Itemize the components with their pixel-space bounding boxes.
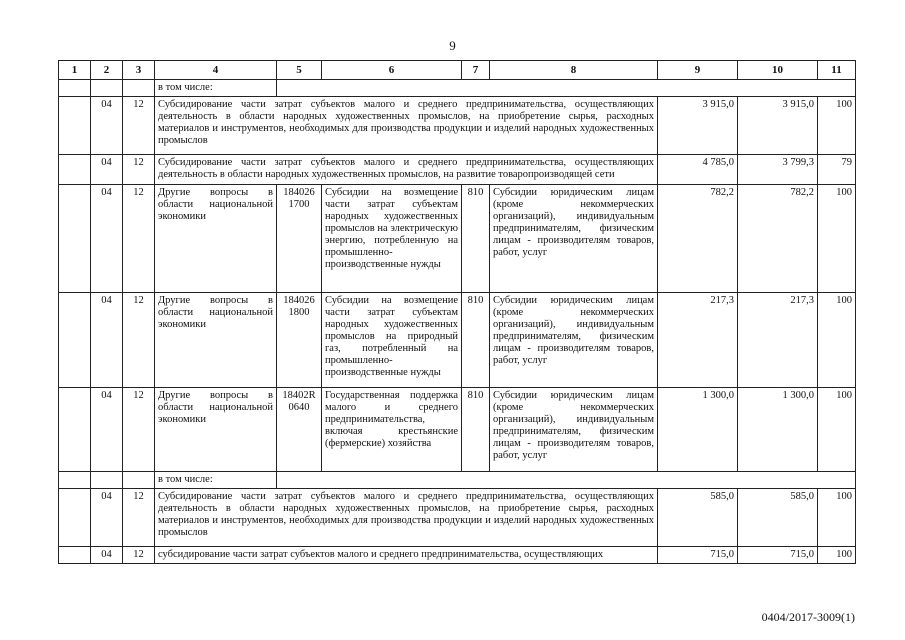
cell-c2: 04 xyxy=(91,489,123,547)
cell-c10: 3 799,3 xyxy=(738,155,818,185)
cell-c6: Государственная поддержка малого и среднего предпринимательства, включая крестьянские (фермерские) хозяйства xyxy=(322,388,462,472)
col-header: 11 xyxy=(818,61,856,80)
col-header: 10 xyxy=(738,61,818,80)
cell-c8: Субсидии юридическим лицам (кроме некоммерческих организаций), индивидуальным предпринимателям, физическим лицам - производителям товаров, работ, услуг xyxy=(490,185,658,293)
cell-c3: 12 xyxy=(123,293,155,388)
table-row xyxy=(59,547,856,564)
cell-c9: 1 300,0 xyxy=(658,388,738,472)
cell-c3: 12 xyxy=(123,155,155,185)
cell-c7: 810 xyxy=(462,185,490,293)
table-row xyxy=(59,489,856,547)
cell-c3: 12 xyxy=(123,388,155,472)
cell-c3: 12 xyxy=(123,97,155,155)
cell-c11: 100 xyxy=(818,547,856,564)
cell-c10: 585,0 xyxy=(738,489,818,547)
including-label: в том числе: xyxy=(155,80,277,97)
col-header: 1 xyxy=(59,61,91,80)
col-header: 4 xyxy=(155,61,277,80)
table-row xyxy=(59,185,856,293)
col-header: 9 xyxy=(658,61,738,80)
cell-c8: Субсидии юридическим лицам (кроме некоммерческих организаций), индивидуальным предпринимателям, физическим лицам - производителям товаров, работ, услуг xyxy=(490,388,658,472)
cell-c9: 3 915,0 xyxy=(658,97,738,155)
cell-c2: 04 xyxy=(91,293,123,388)
cell-c4: Другие вопросы в области национальной экономики xyxy=(155,293,277,388)
cell-c11: 100 xyxy=(818,293,856,388)
cell-c10: 3 915,0 xyxy=(738,97,818,155)
cell-c7: 810 xyxy=(462,388,490,472)
cell-c11: 100 xyxy=(818,388,856,472)
including-label: в том числе: xyxy=(155,472,277,489)
cell-c10: 217,3 xyxy=(738,293,818,388)
col-header: 8 xyxy=(490,61,658,80)
cell-c3: 12 xyxy=(123,547,155,564)
document-code: 0404/2017-3009(1) xyxy=(761,610,855,624)
cell-c6: Субсидии на возмещение части затрат субъектам народных художественных промыслов на природный газ, потребленный на промышленно-производственные нужды xyxy=(322,293,462,388)
cell-c11: 79 xyxy=(818,155,856,185)
col-header: 2 xyxy=(91,61,123,80)
cell-c2: 04 xyxy=(91,388,123,472)
cell-description: субсидирование части затрат субъектов малого и среднего предпринимательства, осуществляющих xyxy=(155,547,658,564)
cell-c9: 585,0 xyxy=(658,489,738,547)
col-header: 3 xyxy=(123,61,155,80)
page-number: 9 xyxy=(449,38,456,53)
cell-description: Субсидирование части затрат субъектов малого и среднего предпринимательства, осуществляющих деятельность в области народных художественных промыслов, на приобретение сырья, расходных материалов и инструментов, необходимых для производства продукции и изделий народных художественных промыслов xyxy=(155,489,658,547)
including-row xyxy=(59,80,856,97)
cell-c3: 12 xyxy=(123,185,155,293)
cell-c11: 100 xyxy=(818,185,856,293)
table-row xyxy=(59,97,856,155)
col-header: 5 xyxy=(277,61,322,80)
cell-description: Субсидирование части затрат субъектов малого и среднего предпринимательства, осуществляющих деятельность в области народных художественных промыслов, на приобретение сырья, расходных материалов и инструментов, необходимых для производства продукции и изделий народных художественных промыслов xyxy=(155,97,658,155)
cell-c5: 184026 1700 xyxy=(277,185,322,293)
col-header: 6 xyxy=(322,61,462,80)
cell-c11: 100 xyxy=(818,489,856,547)
cell-c4: Другие вопросы в области национальной экономики xyxy=(155,388,277,472)
cell-c11: 100 xyxy=(818,97,856,155)
col-header: 7 xyxy=(462,61,490,80)
table-row xyxy=(59,388,856,472)
cell-c5: 184026 1800 xyxy=(277,293,322,388)
cell-c9: 217,3 xyxy=(658,293,738,388)
cell-c4: Другие вопросы в области национальной экономики xyxy=(155,185,277,293)
cell-c2: 04 xyxy=(91,547,123,564)
cell-c9: 4 785,0 xyxy=(658,155,738,185)
cell-c8: Субсидии юридическим лицам (кроме некоммерческих организаций), индивидуальным предпринимателям, физическим лицам - производителям товаров, работ, услуг xyxy=(490,293,658,388)
cell-c6: Субсидии на возмещение части затрат субъектам народных художественных промыслов на электрическую энергию, потребленную на промышленно-производственные нужды xyxy=(322,185,462,293)
table-row xyxy=(59,155,856,185)
table-row xyxy=(59,293,856,388)
cell-c5: 18402R 0640 xyxy=(277,388,322,472)
cell-c10: 1 300,0 xyxy=(738,388,818,472)
cell-c10: 782,2 xyxy=(738,185,818,293)
cell-c9: 782,2 xyxy=(658,185,738,293)
header-row xyxy=(59,61,856,80)
cell-c7: 810 xyxy=(462,293,490,388)
cell-c2: 04 xyxy=(91,97,123,155)
including-row xyxy=(59,472,856,489)
cell-c2: 04 xyxy=(91,155,123,185)
cell-c2: 04 xyxy=(91,185,123,293)
cell-c3: 12 xyxy=(123,489,155,547)
cell-c10: 715,0 xyxy=(738,547,818,564)
budget-table xyxy=(58,60,856,564)
cell-c9: 715,0 xyxy=(658,547,738,564)
cell-description: Субсидирование части затрат субъектов малого и среднего предпринимательства, осуществляющих деятельность в области народных художественных промыслов, на развитие товаропроизводящей сети xyxy=(155,155,658,185)
